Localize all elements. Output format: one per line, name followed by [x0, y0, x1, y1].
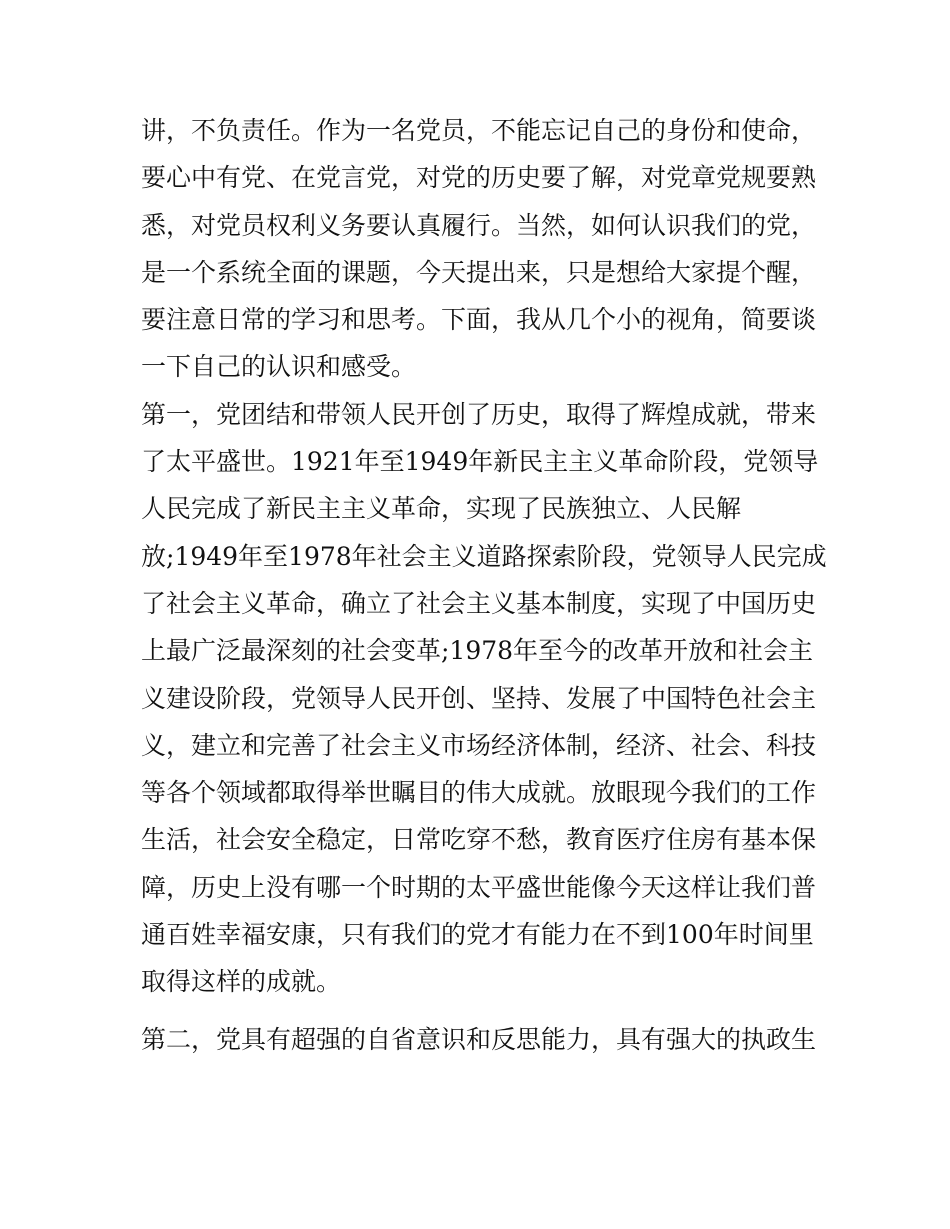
text-line: 悉，对党员权利义务要认真履行。当然，如何认识我们的党，	[141, 210, 817, 240]
text-line: 通百姓幸福安康，只有我们的党才有能力在不到100年时间里	[141, 920, 814, 950]
paragraph-first-line: 第二，党具有超强的自省意识和反思能力，具有强大的执政生	[141, 1024, 817, 1054]
text-line: 生活，社会安全稳定，日常吃穿不愁，教育医疗住房有基本保	[141, 825, 817, 855]
text-line: 义建设阶段，党领导人民开创、坚持、发展了中国特色社会主	[141, 683, 817, 713]
text-line: 讲，不负责任。作为一名党员，不能忘记自己的身份和使命，	[141, 116, 817, 145]
text-line: 义，建立和完善了社会主义市场经济体制，经济、社会、科技	[141, 730, 817, 760]
text-line: 人民完成了新民主主义革命，实现了民族独立、人民解	[141, 494, 742, 524]
text-line: 放;1949年至1978年社会主义道路探索阶段，党领导人民完成	[141, 541, 827, 571]
text-line: 一下自己的认识和感受。	[141, 352, 417, 382]
text-line: 取得这样的成就。	[141, 967, 342, 997]
text-line: 等各个领域都取得举世瞩目的伟大成就。放眼现今我们的工作	[141, 778, 817, 808]
text-line: 要心中有党、在党言党，对党的历史要了解，对党章党规要熟	[141, 163, 817, 193]
text-line: 了太平盛世。1921年至1949年新民主主义革命阶段，党领导	[141, 447, 819, 477]
body-text	[141, 107, 827, 1063]
text-line: 了社会主义革命，确立了社会主义基本制度，实现了中国历史	[141, 588, 817, 618]
text-line: 上最广泛最深刻的社会变革;1978年至今的改革开放和社会主	[141, 636, 814, 666]
text-line: 障，历史上没有哪一个时期的太平盛世能像今天这样让我们普	[141, 872, 817, 902]
text-line: 要注意日常的学习和思考。下面，我从几个小的视角，简要谈	[141, 305, 817, 335]
text-line: 是一个系统全面的课题，今天提出来，只是想给大家提个醒，	[141, 257, 817, 287]
paragraph-first-line: 第一，党团结和带领人民开创了历史，取得了辉煌成就，带来	[141, 399, 817, 429]
